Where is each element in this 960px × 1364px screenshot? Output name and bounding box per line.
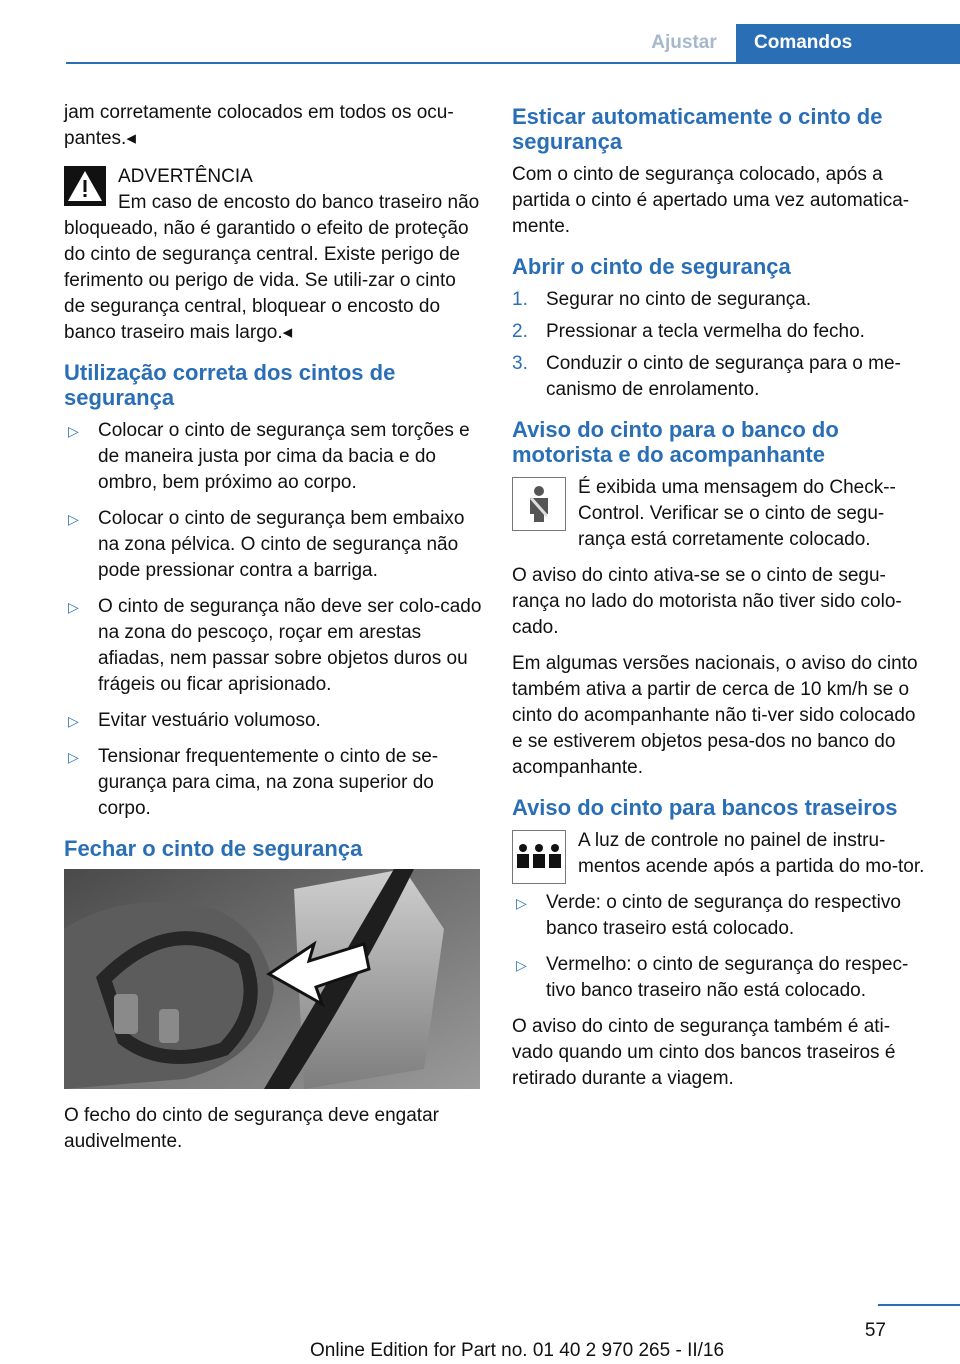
right-column [512, 100, 930, 1102]
list-item: ▷ Vermelho: o cinto de segurança do respec-tivo banco traseiro não está colocado. [516, 954, 909, 1001]
list-item: 2. Pressionar a tecla vermelha do fecho. [512, 321, 865, 342]
rear-status-list [512, 890, 930, 1004]
seatbelt-indicator-block [512, 475, 930, 563]
intro-text: jam corretamente colocados em todos os ocu-pantes.◂ [64, 102, 454, 149]
buckle-caption: O fecho do cinto de segurança deve engatar audivelmente. [64, 1105, 439, 1152]
warning-icon [64, 166, 106, 206]
left-column [64, 100, 482, 1165]
list-item: 3. Conduzir o cinto de segurança para o me-canismo de enrolamento. [512, 353, 901, 400]
warning-body: Em caso de encosto do banco traseiro não bloqueado, não é garantido o efeito de proteção do cinto de segurança central. Existe perigo de ferimento ou perigo de vida. Se utili-zar o cinto de segurança central, bloquear o encosto do banco traseiro mais largo.◂ [64, 192, 480, 343]
steps-list [512, 287, 930, 403]
footer-rule [878, 1304, 960, 1306]
triangle-bullet-icon: ▷ [516, 957, 527, 973]
esticar-text: Com o cinto de segurança colocado, após a partida o cinto é apertado uma vez automatica-mente. [512, 164, 910, 237]
final-paragraph: O aviso do cinto de segurança também é ati-vado quando um cinto dos bancos traseiros é retirado durante a viagem. [512, 1016, 896, 1089]
list-item: ▷ Colocar o cinto de segurança bem embaixo na zona pélvica. O cinto de segurança não pode pressionar contra a barriga. [68, 508, 465, 581]
page-number: 57 [864, 1320, 886, 1341]
list-item: 1. Segurar no cinto de segurança. [512, 289, 812, 310]
seatbelt-warning-icon [512, 477, 566, 531]
warning-title: ADVERTÊNCIA [118, 166, 253, 187]
list-item: ▷ O cinto de segurança não deve ser colo-cado na zona do pescoço, roçar em arestas afiadas, nem passar sobre objetos duros ou frágeis ou ficar aprisionado. [68, 596, 482, 695]
edition-text: Online Edition for Part no. 01 40 2 970 265 - II/16 [310, 1340, 725, 1361]
rear-control-text: A luz de controle no painel de instru-mentos acende após a partida do mo-tor. [578, 830, 925, 877]
triangle-bullet-icon: ▷ [68, 423, 79, 439]
header-rule [66, 62, 960, 64]
list-item: ▷ Verde: o cinto de segurança do respectivo banco traseiro está colocado. [516, 892, 901, 939]
tab-ajustar[interactable]: Ajustar [651, 32, 717, 53]
heading-fechar: Fechar o cinto de segurança [64, 836, 363, 861]
heading-aviso-motorista: Aviso do cinto para o banco do motorista e do acompanhante [512, 417, 839, 467]
heading-abrir: Abrir o cinto de segurança [512, 254, 791, 279]
list-item: ▷ Colocar o cinto de segurança sem torções e de maneira justa por cima da bacia e do ombro, bem próximo ao corpo. [68, 420, 470, 493]
triangle-bullet-icon: ▷ [68, 511, 79, 527]
list-item: ▷ Tensionar frequentemente o cinto de se-gurança para cima, na zona superior do corpo. [68, 746, 439, 819]
checkcontrol-text: É exibida uma mensagem do Check--Control. Verificar se o cinto de segu-rança está corretamente colocado. [578, 477, 896, 550]
rear-seatbelt-icon [512, 830, 566, 884]
heading-aviso-traseiros: Aviso do cinto para bancos traseiros [512, 795, 898, 820]
aviso-paragraph-1: O aviso do cinto ativa-se se o cinto de segu-rança no lado do motorista não tiver sido colo-cado. [512, 565, 902, 638]
tab-comandos[interactable]: Comandos [736, 24, 960, 62]
aviso-paragraph-2: Em algumas versões nacionais, o aviso do cinto também ativa a partir de cerca de 10 km/h se o cinto do acompanhante não ti-ver sido colocado e se estiverem objetos pesa-dos no banco do acompanhante. [512, 653, 918, 778]
triangle-bullet-icon: ▷ [68, 599, 79, 615]
seatbelt-buckle-photo [64, 869, 480, 1089]
triangle-bullet-icon: ▷ [68, 749, 79, 765]
heading-utilizacao: Utilização correta dos cintos de segurança [64, 360, 396, 410]
heading-esticar: Esticar automaticamente o cinto de segurança [512, 104, 883, 154]
triangle-bullet-icon: ▷ [516, 895, 527, 911]
usage-list [64, 418, 482, 822]
list-item: ▷ Evitar vestuário volumoso. [64, 708, 482, 734]
warning-block [64, 164, 482, 346]
triangle-bullet-icon: ▷ [68, 713, 79, 729]
rear-indicator-block [512, 828, 930, 890]
